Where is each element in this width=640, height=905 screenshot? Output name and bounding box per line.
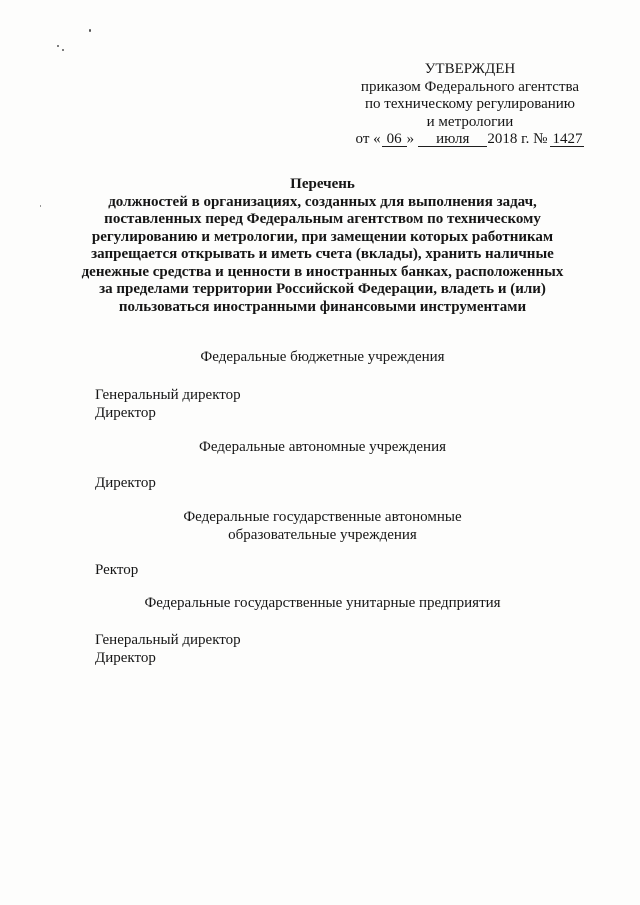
- position-item: Генеральный директор: [95, 632, 241, 648]
- document-title: [60, 176, 585, 316]
- approval-block: [340, 61, 600, 149]
- position-item: Директор: [95, 475, 156, 491]
- position-list-budget: [95, 387, 495, 422]
- section-heading-autonomous: [60, 439, 585, 457]
- title-line: пользоваться иностранными финансовыми инструментами: [118, 298, 527, 315]
- date-prefix: от «: [355, 131, 381, 147]
- title-line: запрещается открывать и иметь счета (вклады), хранить наличные: [91, 246, 554, 262]
- position-item: Ректор: [95, 562, 139, 578]
- scan-speck: [57, 45, 59, 47]
- scan-speck: [62, 49, 64, 51]
- section-heading-line: образовательные учреждения: [228, 526, 417, 543]
- date-month: июля: [418, 132, 487, 147]
- position-list-educational: [95, 562, 495, 580]
- date-year: 2018 г. №: [487, 131, 548, 147]
- scan-speck: [40, 205, 41, 207]
- order-number: 1427: [552, 131, 583, 147]
- title-heading: Перечень: [290, 176, 355, 192]
- section-heading-line: Федеральные автономные учреждения: [198, 439, 446, 455]
- position-item: Директор: [95, 649, 156, 666]
- title-line: денежные средства и ценности в иностранных банках, расположенных: [81, 263, 564, 280]
- approval-line: и метрологии: [426, 113, 514, 130]
- position-item: Генеральный директор: [95, 387, 241, 403]
- title-line: регулированию и метрологии, при замещении которых работникам: [91, 228, 554, 245]
- approval-date-line: [340, 131, 600, 149]
- position-item: Директор: [95, 404, 156, 421]
- section-heading-educational: [60, 509, 585, 544]
- approval-line: по техническому регулированию: [364, 96, 576, 112]
- title-line: за пределами территории Российской Федерации, владеть и (или): [99, 281, 546, 297]
- date-day-suffix: »: [406, 131, 415, 147]
- position-list-unitary: [95, 632, 495, 667]
- title-line: поставленных перед Федеральным агентством по техническому: [104, 211, 541, 227]
- title-line: должностей в организациях, созданных для выполнения задач,: [108, 193, 537, 210]
- approval-heading: УТВЕРЖДЕН: [424, 61, 516, 77]
- position-list-autonomous: [95, 475, 495, 493]
- approval-line: приказом Федерального агентства: [360, 78, 580, 95]
- section-heading-line: Федеральные государственные унитарные предприятия: [144, 595, 501, 611]
- section-heading-budget: [60, 349, 585, 367]
- scan-speck: [89, 29, 91, 32]
- date-day: 06: [382, 132, 407, 147]
- section-heading-line: Федеральные бюджетные учреждения: [200, 349, 445, 365]
- section-heading-line: Федеральные государственные автономные: [183, 509, 462, 525]
- section-heading-unitary: [60, 595, 585, 613]
